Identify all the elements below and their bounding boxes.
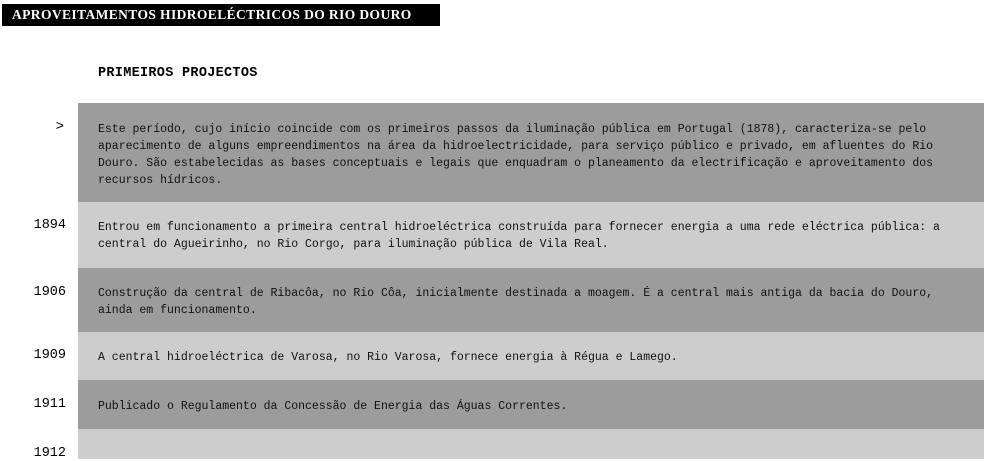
page-header-title: APROVEITAMENTOS HIDROELÉCTRICOS DO RIO DOURO bbox=[2, 4, 440, 26]
timeline-year: 1909 bbox=[33, 348, 66, 363]
timeline-row-1912 bbox=[0, 429, 984, 459]
timeline-text: Entrou em funcionamento a primeira central hidroeléctrica construída para fornecer energia a uma rede eléctrica pública: a central do Agueirinho, no Rio Corgo, para iluminação pública de Vila Real. bbox=[78, 202, 984, 268]
timeline-text: A central hidroeléctrica de Varosa, no Rio Varosa, fornece energia à Régua e Lamego. bbox=[78, 332, 984, 380]
section-title: PRIMEIROS PROJECTOS bbox=[98, 66, 258, 81]
timeline-text: Publicado o Regulamento da Concessão de Energia das Águas Correntes. bbox=[78, 380, 984, 429]
timeline-year: 1894 bbox=[33, 218, 66, 233]
timeline-year: 1912 bbox=[33, 446, 66, 461]
timeline bbox=[0, 103, 984, 459]
timeline-text: Construção da central de Ribacôa, no Rio Côa, inicialmente destinada a moagem. É a central mais antiga da bacia do Douro, ainda em funcionamento. bbox=[78, 268, 984, 332]
timeline-row-1909 bbox=[0, 332, 984, 380]
timeline-text: Este período, cujo início coincide com os primeiros passos da iluminação pública em Portugal (1878), caracteriza-se pelo aparecimento de alguns empreendimentos na área da hidroelectricidade, para serviço público e privado, em afluentes do Rio Douro. São estabelecidas as bases conceptuais e legais que enquadram o planeamento da electrificação e aproveitamento dos recursos hídricos. bbox=[78, 103, 984, 202]
chevron-right-icon[interactable]: > bbox=[55, 119, 64, 135]
timeline-year: 1911 bbox=[33, 397, 66, 412]
timeline-row-1911 bbox=[0, 380, 984, 429]
timeline-year: 1906 bbox=[33, 285, 66, 300]
timeline-row-1894 bbox=[0, 202, 984, 268]
timeline-row-intro bbox=[0, 103, 984, 202]
timeline-row-1906 bbox=[0, 268, 984, 332]
timeline-text bbox=[78, 429, 984, 459]
